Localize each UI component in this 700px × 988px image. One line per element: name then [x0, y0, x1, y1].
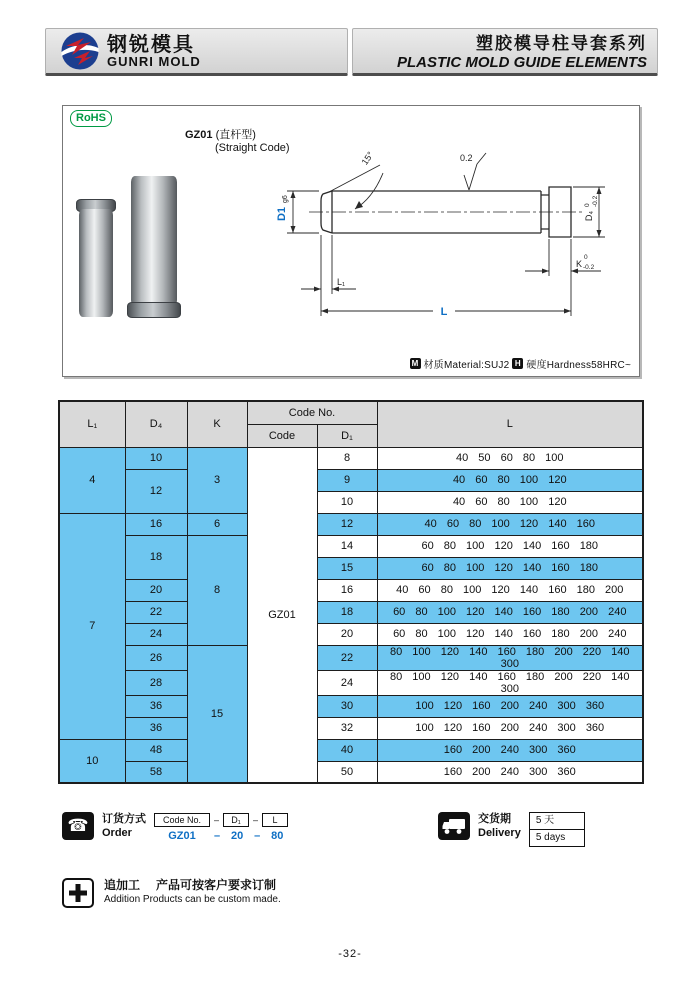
l1-group-cell: 7	[59, 513, 125, 739]
col-header-code-no: Code No.	[247, 401, 377, 424]
d1-cell: 15	[317, 557, 377, 579]
d4-group-cell: 16	[125, 513, 187, 535]
table-row	[59, 601, 643, 623]
order-example-d1: 20	[231, 830, 244, 842]
dim-l1-label: L₁	[337, 277, 346, 287]
l-values-cell: 40 60 80 100 120 140 160 180 200	[377, 579, 643, 601]
col-header-l: L	[377, 401, 643, 447]
page-number: -32-	[338, 948, 362, 960]
model-name-cn: (直杆型)	[215, 129, 256, 141]
gunri-logo-icon	[60, 31, 100, 71]
d1-cell: 30	[317, 695, 377, 717]
order-box-l: L	[262, 813, 288, 827]
d4-group-cell: 22	[125, 601, 187, 623]
rohs-badge: RoHS	[70, 110, 112, 127]
header-logo-block	[45, 28, 348, 76]
series-title-en: PLASTIC MOLD GUIDE ELEMENTS	[396, 54, 647, 71]
l-values-cell: 60 80 100 120 140 160 180 200 240	[377, 623, 643, 645]
code-value-cell: GZ01	[247, 447, 317, 783]
guide-pin-photo-small	[76, 199, 116, 319]
technical-drawing	[133, 146, 633, 376]
dim-d4-tol-lower: -0.2	[592, 195, 599, 207]
l1-group-cell: 4	[59, 447, 125, 513]
d1-cell: 32	[317, 717, 377, 739]
table-row	[59, 717, 643, 739]
table-row	[59, 645, 643, 670]
delivery-label-en: Delivery	[478, 827, 521, 839]
hardness-h-icon: H	[512, 358, 523, 369]
material-text: 材质Material:SUJ2	[423, 360, 510, 371]
delivery-section	[438, 812, 585, 847]
table-row	[59, 469, 643, 491]
addition-label-en: Addition	[104, 894, 141, 905]
l1-group-cell: 10	[59, 739, 125, 783]
d1-cell: 14	[317, 535, 377, 557]
order-example	[154, 828, 290, 844]
spec-table	[58, 400, 644, 784]
order-format	[154, 812, 290, 844]
dim-d4-tol-upper: 0	[584, 203, 591, 207]
order-dash: –	[214, 815, 220, 825]
d1-cell: 18	[317, 601, 377, 623]
addition-text-en: Products can be custom made.	[142, 894, 281, 905]
col-header-l1: L₁	[59, 401, 125, 447]
table-row	[59, 761, 643, 783]
dim-d1-fit-label: g6	[282, 195, 289, 203]
k-group-cell: 3	[187, 447, 247, 513]
addition-section	[62, 878, 281, 908]
d1-cell: 16	[317, 579, 377, 601]
table-row	[59, 670, 643, 695]
d1-cell: 9	[317, 469, 377, 491]
col-header-d1: D₁	[317, 424, 377, 447]
header-title-block	[352, 28, 658, 76]
table-row	[59, 739, 643, 761]
l-values-cell: 100 120 160 200 240 300 360	[377, 717, 643, 739]
d4-group-cell: 36	[125, 717, 187, 739]
hardness-text: 硬度Hardness58HRC~	[526, 360, 631, 371]
delivery-days-box	[529, 812, 585, 847]
l-values-cell: 60 80 100 120 140 160 180	[377, 557, 643, 579]
d1-cell: 22	[317, 645, 377, 670]
dim-surface-label: 0.2	[460, 153, 473, 163]
k-group-cell: 15	[187, 645, 247, 783]
logo-text-cn: 钢锐模具	[107, 33, 195, 56]
order-box-d1: D₁	[223, 813, 249, 827]
table-row	[59, 513, 643, 535]
l-values-cell: 80 100 120 140 160 180 200 220 140 300	[377, 645, 643, 670]
order-dash2: –	[253, 815, 259, 825]
dim-angle-label: 15°	[359, 149, 376, 167]
table-row	[59, 579, 643, 601]
order-example-code: GZ01	[168, 830, 196, 842]
series-title-cn: 塑胶模导柱导套系列	[476, 34, 647, 53]
table-row	[59, 623, 643, 645]
l-values-cell: 60 80 100 120 140 160 180 200 240	[377, 601, 643, 623]
d1-cell: 10	[317, 491, 377, 513]
plus-icon	[62, 878, 94, 908]
dim-d1-label: D1	[276, 206, 288, 222]
l-values-cell: 40 60 80 100 120	[377, 491, 643, 513]
d1-cell: 12	[317, 513, 377, 535]
l-values-cell: 160 200 240 300 360	[377, 739, 643, 761]
order-label-en: Order	[102, 827, 132, 839]
telephone-icon: ☎	[62, 812, 94, 840]
d4-group-cell: 12	[125, 469, 187, 513]
d4-group-cell: 28	[125, 670, 187, 695]
delivery-days-cn: 5 天	[530, 813, 584, 830]
l-values-cell: 40 60 80 100 120 140 160	[377, 513, 643, 535]
l-values-cell: 60 80 100 120 140 160 180	[377, 535, 643, 557]
d4-group-cell: 20	[125, 579, 187, 601]
k-group-cell: 6	[187, 513, 247, 535]
order-example-l: 80	[271, 830, 284, 842]
table-row	[59, 447, 643, 469]
drawing-panel	[62, 105, 640, 377]
table-row	[59, 695, 643, 717]
l-values-cell: 80 100 120 140 160 180 200 220 140 300	[377, 670, 643, 695]
d4-group-cell: 24	[125, 623, 187, 645]
dim-k-label: K	[576, 259, 583, 269]
dim-l-label: L	[440, 306, 448, 318]
k-group-cell: 8	[187, 535, 247, 645]
table-row	[59, 535, 643, 557]
truck-icon	[438, 812, 470, 840]
material-m-icon: M	[410, 358, 421, 369]
d1-cell: 24	[317, 670, 377, 695]
logo-text-en: GUNRI MOLD	[107, 53, 201, 69]
d4-group-cell: 26	[125, 645, 187, 670]
l-values-cell: 40 60 80 100 120	[377, 469, 643, 491]
l-values-cell: 160 200 240 300 360	[377, 761, 643, 783]
delivery-days-en: 5 days	[535, 832, 566, 843]
dim-k-tol-lower: -0.2	[583, 264, 595, 271]
order-example-dash: –	[214, 830, 221, 842]
d4-group-cell: 36	[125, 695, 187, 717]
d4-group-cell: 10	[125, 447, 187, 469]
d4-group-cell: 18	[125, 535, 187, 579]
d1-cell: 40	[317, 739, 377, 761]
d1-cell: 20	[317, 623, 377, 645]
table-body	[59, 447, 643, 783]
d4-group-cell: 58	[125, 761, 187, 783]
addition-label-cn: 追加工	[104, 878, 141, 892]
addition-text-cn: 产品可按客户要求订制	[156, 878, 277, 892]
material-hardness-line	[410, 356, 631, 371]
col-header-d4: D₄	[125, 401, 187, 447]
model-code: GZ01	[185, 129, 213, 141]
col-header-code: Code	[247, 424, 317, 447]
order-label-cn: 订货方式	[102, 813, 146, 825]
l-values-cell: 100 120 160 200 240 300 360	[377, 695, 643, 717]
model-name-en: (Straight Code)	[215, 142, 290, 154]
order-box-code: Code No.	[154, 813, 210, 827]
dim-k-tol-upper: 0	[584, 254, 588, 261]
dim-d4-label: D₄	[584, 210, 594, 222]
d4-group-cell: 48	[125, 739, 187, 761]
order-example-dash2: –	[254, 830, 261, 842]
d1-cell: 8	[317, 447, 377, 469]
l-values-cell: 40 50 60 80 100	[377, 447, 643, 469]
order-section	[62, 812, 290, 844]
col-header-k: K	[187, 401, 247, 447]
delivery-label-cn: 交货期	[478, 813, 511, 825]
d1-cell: 50	[317, 761, 377, 783]
